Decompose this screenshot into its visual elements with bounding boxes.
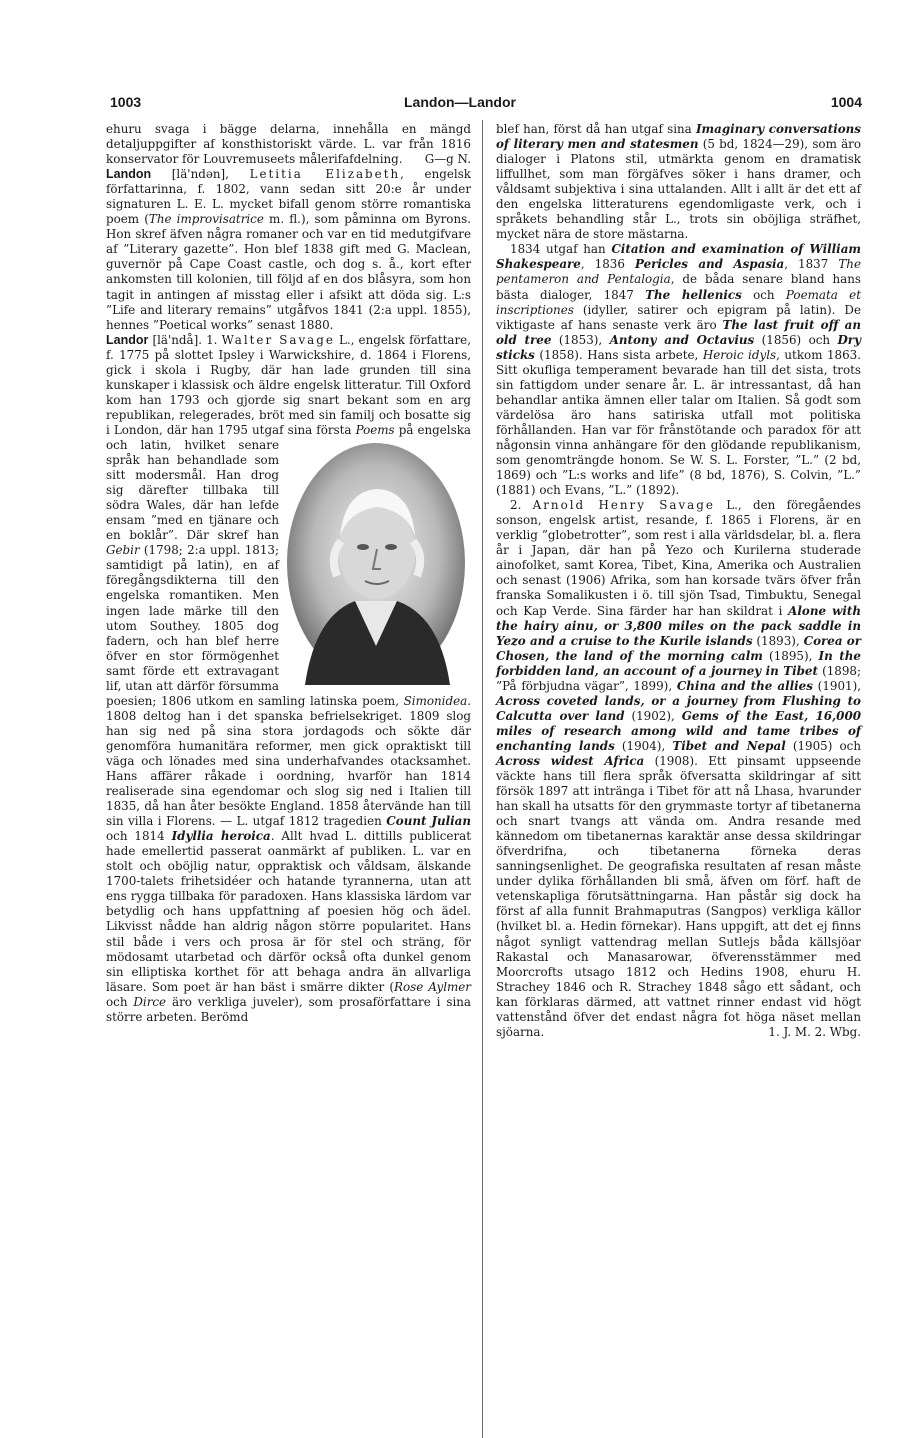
signature: G—g N. (424, 152, 471, 167)
text: [lä'ndən], (151, 167, 250, 182)
work-title: Antony and Octavius (609, 332, 755, 347)
work-title: Simonidea (403, 693, 468, 708)
text: . Allt hvad L. dittills publicerat hade emellertid passerat oanmärkt af publiken. L. var en stolt och oböjlig natur, oppraktisk och våldsam, älskande 1700-talets frihetsidéer och hatande tyrannerna, utan att ens rygga tillbaka för paradoxen. Hans klassiska lärdom var betydlig och hans uppfattning af poesien hög och ädel. Likvisst nådde han aldrig någon större popularitet. Hans stil både i vers och prosa är för stel och sträng, för mödosamt utarbetad och därför också ofta dunkel genom sin elliptiska korthet för att behaga andra än allvarliga läsare. Som poet är han bäst i smärre dikter ( (106, 829, 472, 994)
text: (1908). Ett pinsamt uppseende väckte hans till flera språk öfversatta skildringar af sitt försök 1897 att intränga i Tibet för att nå Lhasa, hvarunder han skall ha utsatts för den grymmaste tortyr af tibetanerna och snart tvangs att vända om. Andra resande med kännedom om tibetanernas karaktär anse dessa skildringar öfverdrifna, och tibetanerna förneka deras sanningsenlighet. De geografiska resultaten af resan måste under dylika förhållanden bli små, äfven om förf. haft de vetenskapliga förutsättningarna. Han påstår sig dock ha först af alla funnit Brahmaputras (Sangpos) verkliga källor (hvilket bl. a. Hedin förnekar). Hans uppgift, att det ej finns något synligt vattendrag mellan Sutlejs båda källsjöar Rakastal och Manasarowar, öfverensstämmer med Moorcrofts utsago 1812 och Hedins 1908, ehuru H. Strachey 1846 och R. Strachey 1848 sågo ett sådant, och kan förklaras därmed, att vattnet rinner endast vid högt vattenstånd öfver det endast några fot höga näset mellan sjöarna. (496, 753, 861, 1039)
text: , utkom 1863. Sitt okufliga temperament bevarade han till det sista, trots sin fattigdom under senare år. L. är intressantast, då han behandlar antika ämnen eller talar om Italien. Så godt som värdelösa äro hans satiriska utfall mot politiska förhållanden. Han var för frånstötande och paradox för att någonsin vinna anhängare för den glödande republikanism, som genomträngde honom. Se W. S. L. Forster, ”L.” (2 bd, 1869) och ”L:s works and life” (8 bd, 1876), S. Colvin, ”L.” (1881) och Evans, ”L.” (1892). (496, 347, 862, 498)
text: [lä'ndå]. 1. (148, 332, 222, 347)
text: och (741, 287, 786, 302)
work-title: Rose Aylmer (394, 979, 471, 994)
work-title: The pentameron and Pentalogia (496, 257, 861, 287)
work-title: The last fruit off an old tree (496, 317, 861, 347)
work-title: Citation and examination of William Shakespeare (496, 242, 861, 272)
text: (1905) och (785, 738, 861, 753)
work-title: The improvisatrice (148, 212, 264, 227)
work-title: Dirce (133, 994, 167, 1009)
work-title: Gems of the East, 16,000 miles of research among wild and tame tribes of enchanting lands (496, 708, 861, 753)
text: , 1837 (784, 257, 839, 272)
person-name: Walter Savage (221, 332, 335, 347)
text: (1856) och (754, 332, 838, 347)
portrait-engraving (285, 441, 467, 685)
text: äro verkliga juveler), som prosaförfattare i sina större arbeten. Berömd (106, 994, 471, 1024)
text: , 1836 (580, 257, 635, 272)
text: blef han, först då han utgaf sina (496, 122, 696, 136)
left-column (106, 122, 471, 1025)
work-title: Imaginary conversations of literary men and statesmen (496, 122, 861, 152)
signature: 1. J. M. 2. Wbg. (768, 1024, 861, 1039)
work-title: Poemata et inscriptiones (496, 287, 861, 317)
work-title: Pericles and Aspasia (634, 257, 785, 272)
work-title: Across coveted lands, or a journey from Flushing to Calcutta over land (496, 693, 861, 723)
text: (1853), (551, 332, 610, 347)
paragraph-continuation (106, 122, 471, 167)
text: (1902), (624, 708, 682, 723)
text: . 1808 deltog han i det spanska befrielsekriget. 1809 slog han sig ned på sina stora jordagods och sökte där genomföra humanitära reformer, men gick opraktiskt till väga och lönades med sina underhafvandes otacksamhet. Hans affärer råkade i oordning, hvarför han 1814 realiserade sina egendomar och slog sig ned i Italien till 1835, då han åter besökte England. 1858 återvände han till sin villa i Florens. — L. utgaf 1812 tragedien (106, 693, 471, 829)
work-title: Gebir (106, 543, 140, 558)
work-title: Poems (355, 422, 395, 437)
work-title: Alone with the hairy ainu, or 3,800 miles on the pack saddle in Yezo and a cruise to the Kurile islands (496, 603, 861, 648)
work-title: Across widest Africa (496, 753, 645, 768)
text: , engelsk författarinna, f. 1802, vann sedan sitt 20:e år under signaturen L. E. L. mycket bifall genom större romantiska poem ( (106, 167, 472, 227)
work-title: In the forbidden land, an account of a journey in Tibet (496, 648, 861, 678)
text: (1858). Hans sista arbete, (534, 347, 703, 362)
text: (idyller, satirer och epigram på latin). De viktigaste af hans senaste verk äro (496, 302, 861, 332)
person-name: Letitia Elizabeth (249, 167, 401, 182)
text: (1895), (762, 648, 819, 663)
entry-landor (106, 333, 471, 1025)
text: (1904), (614, 738, 673, 753)
paragraph-continuation (496, 122, 861, 242)
page-number-right: 1004 (830, 94, 862, 110)
person-name: Arnold Henry Savage (532, 498, 715, 513)
work-title: Heroic idyls (702, 347, 777, 362)
right-column (496, 122, 861, 1040)
work-title: China and the allies (676, 678, 813, 693)
text: (1893), (752, 633, 804, 648)
text: och (106, 994, 134, 1009)
text: (1798; 2:a uppl. 1813; samtidigt på latin), en af föregångsdikterna till den engelska romantiken. Men ingen lade märke till den utom Southey. 1805 dog fadern, och han blef herre öfver en stor förmögenhet samt förde ett extravagant lif, utan att därför försumma poesien; 1806 utkom en samling latinska poem, (106, 543, 404, 708)
text: L., den föregåendes sonson, engelsk artist, resande, f. 1865 i Florens, är en verklig ”globetrotter”, som rest i alla världsdelar, bl. a. flera år i Japan, där han på Yezo och Kurilerna studerade ainofolket, samt Korea, Tibet, Kina, Amerika och Australien och senast (1906) Afrika, som han korsade tvärs öfver från franska Somalikusten i ö. till sjön Tsad, Timbuktu, Senegal och Kap Verde. Sina färder har han skildrat i (496, 498, 862, 618)
running-head: Landon—Landor (404, 94, 516, 110)
text: ehuru svaga i bägge delarna, innehålla en mängd detaljuppgifter af konsthistoriskt värde. L. var från 1816 konservator för Louvremuseets målerifafdelning. (106, 122, 471, 167)
text: (1898; ”På förbjudna vägar”, 1899), (496, 663, 861, 693)
text: 2. (510, 498, 533, 513)
work-title: Count Julian (386, 814, 471, 829)
text: L., engelsk författare, f. 1775 på slottet Ipsley i Warwickshire, d. 1864 i Florens, gick i skola i Rugby, där han lade grunden till sina kunskaper i klassisk och äldre engelsk litteratur. Till Oxford kom han 1793 och gjorde sig snart bekant som en arg republikan, relegerades, bröt med sin familj och bosatte sig i London, där han 1795 utgaf sina första (106, 332, 471, 437)
text: 1834 utgaf han (510, 242, 612, 257)
work-title: The hellenics (645, 287, 742, 302)
text: (5 bd, 1824—29), som äro dialoger i Platons stil, utmärkta genom en dramatisk liffullhet, som man förgäfves söker i hans dramer, och våldsamt subjektiva i sina uttalanden. Allt i allt är det ett af den engelska litteraturens egendomligaste verk, och i språkets behandling står L., trots sin oböjliga sträfhet, mycket nära de store mästarna. (496, 137, 862, 242)
text: och 1814 (106, 829, 172, 844)
entry-headword: Landon (106, 167, 152, 182)
text: m. fl.), som påminna om Byrons. Hon skref äfven några romaner och var en tid medutgifvare af ”Literary gazette”. Hon blef 1838 gift med G. Maclean, guvernör på Cape Coast castle, och dog s. å., kort efter ankomsten till kolonien, till följd af en dos blåsyra, som hon tagit in antingen af misstag eller i afsikt att döda sig. L:s ”Life and literary remains” utgåfvos 1841 (2:a uppl. 1855), hennes ”Poetical works” senast 1880. (106, 212, 471, 332)
work-title: Corea or Chosen, the land of the morning calm (496, 633, 861, 663)
entry-headword: Landor (106, 332, 149, 347)
text: (1901), (812, 678, 861, 693)
column-rule (482, 120, 483, 1438)
text: på engelska och latin, hvilket senare språk han behandlade som sitt modersmål. Han drog sig därefter tillbaka till södra Wales, där han lefde ensam ”med en tjänare och en boklår”. Där skref han (106, 422, 471, 543)
work-title: Idyllia heroica (171, 829, 271, 844)
work-title: Dry sticks (496, 332, 861, 362)
entry-landon (106, 167, 471, 333)
text: , de båda senare bland hans bästa dialoger, 1847 (496, 272, 861, 302)
page-number-left: 1003 (110, 94, 142, 110)
entry-arnold-landor (496, 498, 861, 1040)
paragraph-works (496, 242, 861, 498)
work-title: Tibet and Nepal (672, 738, 786, 753)
